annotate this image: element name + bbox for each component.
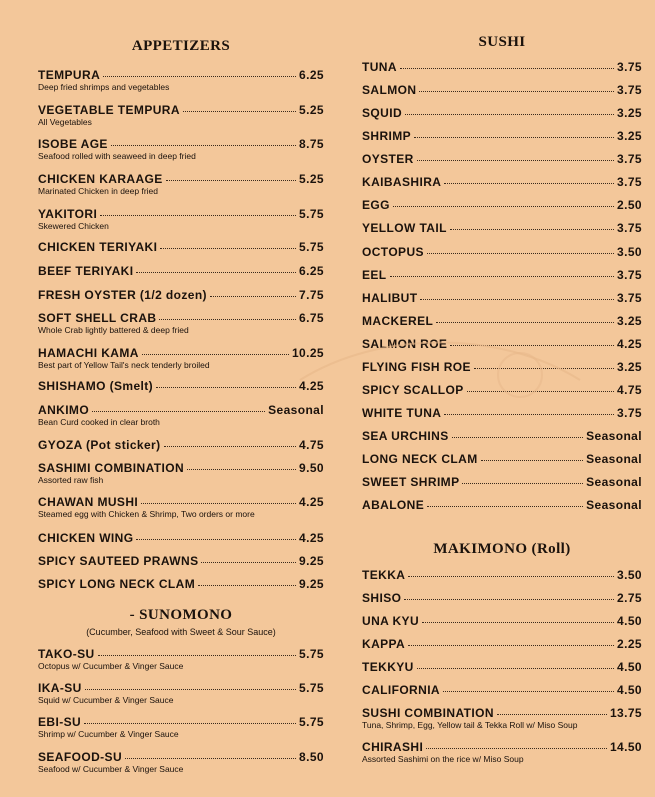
item-price: 4.50 — [617, 614, 642, 628]
item-price: 4.25 — [299, 495, 324, 509]
item-price: 14.50 — [609, 740, 642, 754]
item-price: Seasonal — [586, 475, 642, 489]
sunomono-item — [38, 715, 324, 739]
appetizer-item-line — [38, 379, 324, 393]
dot-leader — [187, 469, 296, 470]
dot-leader — [160, 248, 296, 249]
sushi-item-line — [362, 221, 642, 235]
dot-leader — [462, 483, 583, 484]
dot-leader — [408, 576, 614, 577]
item-description: Best part of Yellow Tail's neck tenderly broiled — [38, 360, 210, 370]
dot-leader — [427, 253, 614, 254]
item-name: YAKITORI — [38, 207, 98, 221]
sushi-item-line — [362, 198, 642, 212]
sushi-item-line — [362, 268, 642, 282]
item-price: Seasonal — [586, 498, 642, 512]
appetizer-item — [38, 554, 324, 568]
item-price: 4.75 — [299, 438, 324, 452]
item-price: 5.75 — [299, 647, 324, 661]
appetizer-item — [38, 288, 324, 302]
item-name: LONG NECK CLAM — [362, 452, 478, 466]
item-description: Octopus w/ Cucumber & Vinger Sauce — [38, 661, 184, 671]
item-price: 3.75 — [617, 221, 642, 235]
item-name: SEA URCHINS — [362, 429, 449, 443]
sushi-item — [362, 383, 642, 397]
sushi-item — [362, 152, 642, 166]
sushi-item — [362, 337, 642, 351]
dot-leader — [404, 599, 614, 600]
item-name: OYSTER — [362, 152, 414, 166]
item-name: ANKIMO — [38, 403, 90, 417]
item-name: CALIFORNIA — [362, 683, 440, 697]
makimono-item-line — [362, 740, 642, 754]
item-name: IKA-SU — [38, 681, 82, 695]
sushi-item — [362, 245, 642, 259]
sushi-item — [362, 268, 642, 282]
item-price: 3.25 — [617, 314, 642, 328]
makimono-item — [362, 591, 642, 605]
item-price: 10.25 — [291, 346, 324, 360]
item-name: EBI-SU — [38, 715, 82, 729]
makimono-item — [362, 683, 642, 697]
item-price: 8.75 — [299, 137, 324, 151]
makimono-title: MAKIMONO (Roll) — [433, 541, 571, 557]
dot-leader — [85, 689, 296, 690]
sushi-item-line — [362, 475, 642, 489]
item-price: 6.25 — [299, 68, 324, 82]
item-price: 4.25 — [299, 379, 324, 393]
item-price: 5.75 — [299, 240, 324, 254]
sushi-item — [362, 106, 642, 120]
item-name: SHISO — [362, 591, 402, 605]
item-name: SHISHAMO (Smelt) — [38, 379, 154, 393]
sunomono-item-line — [38, 647, 324, 661]
dot-leader — [420, 299, 614, 300]
item-name: MACKEREL — [362, 314, 434, 328]
makimono-item — [362, 660, 642, 674]
dot-leader — [405, 114, 614, 115]
dot-leader — [164, 446, 297, 447]
sushi-item — [362, 452, 642, 466]
dot-leader — [166, 180, 296, 181]
appetizer-item-line — [38, 495, 324, 509]
sushi-item-line — [362, 314, 642, 328]
sunomono-item — [38, 647, 324, 671]
sushi-title: SUSHI — [478, 34, 526, 50]
appetizer-item — [38, 137, 324, 161]
item-price: 4.50 — [617, 660, 642, 674]
item-description: Assorted Sashimi on the rice w/ Miso Soup — [362, 754, 524, 764]
item-name: WHITE TUNA — [362, 406, 442, 420]
dot-leader — [414, 137, 614, 138]
makimono-item-line — [362, 660, 642, 674]
item-price: 8.50 — [299, 750, 324, 764]
dot-leader — [450, 229, 614, 230]
appetizer-item-line — [38, 577, 324, 591]
item-price: 3.50 — [617, 245, 642, 259]
item-name: CHICKEN WING — [38, 531, 134, 545]
appetizer-item — [38, 346, 324, 370]
item-name: EEL — [362, 268, 387, 282]
item-price: 5.75 — [299, 715, 324, 729]
sushi-item — [362, 360, 642, 374]
sushi-item — [362, 221, 642, 235]
sushi-item — [362, 198, 642, 212]
item-price: 4.25 — [617, 337, 642, 351]
item-description: Marinated Chicken in deep fried — [38, 186, 159, 196]
dot-leader — [136, 539, 296, 540]
dot-leader — [422, 622, 614, 623]
dot-leader — [136, 272, 296, 273]
item-name: SPICY SAUTEED PRAWNS — [38, 554, 199, 568]
makimono-item — [362, 637, 642, 651]
appetizer-item — [38, 240, 324, 254]
sunomono-item-line — [38, 715, 324, 729]
sunomono-item — [38, 750, 324, 774]
dot-leader — [419, 91, 614, 92]
dot-leader — [393, 206, 614, 207]
item-name: HALIBUT — [362, 291, 418, 305]
appetizer-item — [38, 264, 324, 278]
item-name: FRESH OYSTER (1/2 dozen) — [38, 288, 207, 302]
item-price: 5.25 — [299, 172, 324, 186]
item-price: 3.75 — [617, 175, 642, 189]
sushi-item — [362, 60, 642, 74]
item-name: SOFT SHELL CRAB — [38, 311, 157, 325]
appetizer-item-line — [38, 207, 324, 221]
appetizer-item — [38, 461, 324, 485]
sushi-item-line — [362, 245, 642, 259]
item-price: Seasonal — [268, 403, 324, 417]
dot-leader — [159, 319, 296, 320]
item-name: SUSHI COMBINATION — [362, 706, 494, 720]
appetizer-item-line — [38, 240, 324, 254]
item-price: 3.75 — [617, 406, 642, 420]
makimono-item — [362, 706, 642, 730]
dot-leader — [426, 748, 607, 749]
appetizer-item-line — [38, 554, 324, 568]
item-name: SPICY LONG NECK CLAM — [38, 577, 196, 591]
item-name: TUNA — [362, 60, 397, 74]
dot-leader — [125, 758, 296, 759]
item-price: 9.50 — [299, 461, 324, 475]
appetizer-item — [38, 68, 324, 92]
sushi-item-line — [362, 152, 642, 166]
makimono-item-line — [362, 568, 642, 582]
appetizer-item-line — [38, 403, 324, 417]
item-description: Seafood rolled with seaweed in deep fried — [38, 151, 196, 161]
appetizer-item-line — [38, 103, 324, 117]
sunomono-item — [38, 681, 324, 705]
item-price: 6.75 — [299, 311, 324, 325]
item-description: All Vegetables — [38, 117, 92, 127]
sushi-item-line — [362, 383, 642, 397]
makimono-item-line — [362, 591, 642, 605]
item-price: 3.75 — [617, 291, 642, 305]
item-name: CHIRASHI — [362, 740, 424, 754]
dot-leader — [443, 691, 614, 692]
dot-leader — [141, 503, 296, 504]
sushi-item-line — [362, 83, 642, 97]
sushi-item — [362, 498, 642, 512]
item-name: EGG — [362, 198, 390, 212]
sushi-item — [362, 129, 642, 143]
makimono-item-line — [362, 637, 642, 651]
sushi-item-line — [362, 129, 642, 143]
item-description: Squid w/ Cucumber & Vinger Sauce — [38, 695, 174, 705]
appetizer-item-line — [38, 172, 324, 186]
item-price: 3.25 — [617, 129, 642, 143]
dot-leader — [497, 714, 607, 715]
item-price: 2.25 — [617, 637, 642, 651]
item-price: 6.25 — [299, 264, 324, 278]
sunomono-item-line — [38, 750, 324, 764]
sushi-item — [362, 83, 642, 97]
sushi-item-line — [362, 452, 642, 466]
appetizer-item — [38, 207, 324, 231]
dot-leader — [417, 668, 614, 669]
dot-leader — [427, 506, 583, 507]
item-name: SQUID — [362, 106, 403, 120]
dot-leader — [444, 183, 614, 184]
item-name: KAIBASHIRA — [362, 175, 442, 189]
item-price: 3.25 — [617, 106, 642, 120]
item-name: BEEF TERIYAKI — [38, 264, 134, 278]
item-price: Seasonal — [586, 452, 642, 466]
makimono-item-line — [362, 683, 642, 697]
item-price: 13.75 — [609, 706, 642, 720]
item-description: Bean Curd cooked in clear broth — [38, 417, 160, 427]
appetizer-item-line — [38, 68, 324, 82]
item-price: 7.75 — [299, 288, 324, 302]
item-price: 2.75 — [617, 591, 642, 605]
item-description: Tuna, Shrimp, Egg, Yellow tail & Tekka Roll w/ Miso Soup — [362, 720, 578, 730]
dot-leader — [142, 354, 289, 355]
sushi-item — [362, 314, 642, 328]
dot-leader — [481, 460, 584, 461]
appetizer-item — [38, 531, 324, 545]
dot-leader — [201, 562, 296, 563]
appetizers-title: APPETIZERS — [131, 38, 231, 54]
dot-leader — [156, 387, 296, 388]
item-price: 3.50 — [617, 568, 642, 582]
dot-leader — [417, 160, 614, 161]
appetizer-item — [38, 403, 324, 427]
item-price: 4.75 — [617, 383, 642, 397]
dot-leader — [474, 368, 614, 369]
dot-leader — [198, 585, 296, 586]
item-price: 3.75 — [617, 60, 642, 74]
item-price: 4.25 — [299, 531, 324, 545]
item-price: 5.75 — [299, 207, 324, 221]
dot-leader — [450, 345, 614, 346]
item-description: Deep fried shrimps and vegetables — [38, 82, 170, 92]
dot-leader — [92, 411, 265, 412]
sunomono-subtitle: (Cucumber, Seafood with Sweet & Sour Sauce) — [86, 627, 276, 637]
sushi-item-line — [362, 429, 642, 443]
sushi-item — [362, 475, 642, 489]
makimono-item — [362, 568, 642, 582]
item-name: SEAFOOD-SU — [38, 750, 123, 764]
item-name: YELLOW TAIL — [362, 221, 447, 235]
sushi-item-line — [362, 360, 642, 374]
dot-leader — [100, 215, 296, 216]
sushi-item-line — [362, 175, 642, 189]
item-price: 2.50 — [617, 198, 642, 212]
item-name: VEGETABLE TEMPURA — [38, 103, 180, 117]
item-description: Assorted raw fish — [38, 475, 104, 485]
item-name: SALMON — [362, 83, 417, 97]
dot-leader — [103, 76, 296, 77]
makimono-item-line — [362, 614, 642, 628]
appetizer-item — [38, 577, 324, 591]
sushi-item — [362, 429, 642, 443]
item-price: 9.25 — [299, 554, 324, 568]
item-name: HAMACHI KAMA — [38, 346, 139, 360]
item-description: Shrimp w/ Cucumber & Vinger Sauce — [38, 729, 179, 739]
item-price: 3.25 — [617, 360, 642, 374]
appetizer-item-line — [38, 264, 324, 278]
item-price: 5.25 — [299, 103, 324, 117]
makimono-item-line — [362, 706, 642, 720]
appetizer-item-line — [38, 311, 324, 325]
item-price: 9.25 — [299, 577, 324, 591]
dot-leader — [111, 145, 296, 146]
item-name: SASHIMI COMBINATION — [38, 461, 185, 475]
sushi-item-line — [362, 337, 642, 351]
item-price: 3.75 — [617, 152, 642, 166]
item-description: Steamed egg with Chicken & Shrimp, Two orders or more — [38, 509, 255, 519]
appetizer-item-line — [38, 288, 324, 302]
item-name: OCTOPUS — [362, 245, 424, 259]
appetizer-item — [38, 438, 324, 452]
appetizer-item-line — [38, 531, 324, 545]
item-description: Whole Crab lightly battered & deep fried — [38, 325, 189, 335]
item-name: SALMON ROE — [362, 337, 448, 351]
dot-leader — [98, 655, 296, 656]
sunomono-item-line — [38, 681, 324, 695]
dot-leader — [390, 276, 614, 277]
item-name: SWEET SHRIMP — [362, 475, 460, 489]
item-name: ISOBE AGE — [38, 137, 108, 151]
item-name: TAKO-SU — [38, 647, 95, 661]
appetizer-item-line — [38, 346, 324, 360]
sushi-item-line — [362, 498, 642, 512]
item-name: TEKKYU — [362, 660, 414, 674]
item-name: SPICY SCALLOP — [362, 383, 464, 397]
sushi-item — [362, 406, 642, 420]
item-name: TEKKA — [362, 568, 406, 582]
appetizer-item — [38, 495, 324, 519]
sushi-item-line — [362, 60, 642, 74]
dot-leader — [183, 111, 296, 112]
appetizer-item — [38, 311, 324, 335]
dot-leader — [467, 391, 614, 392]
dot-leader — [84, 723, 296, 724]
sushi-item — [362, 291, 642, 305]
sushi-item-line — [362, 291, 642, 305]
dot-leader — [444, 414, 614, 415]
appetizer-item — [38, 379, 324, 393]
appetizer-item — [38, 103, 324, 127]
item-name: CHICKEN TERIYAKI — [38, 240, 158, 254]
item-name: GYOZA (Pot sticker) — [38, 438, 161, 452]
item-name: KAPPA — [362, 637, 406, 651]
item-price: 3.75 — [617, 268, 642, 282]
item-name: CHAWAN MUSHI — [38, 495, 139, 509]
appetizer-item-line — [38, 461, 324, 475]
item-price: 4.50 — [617, 683, 642, 697]
dot-leader — [436, 322, 614, 323]
dot-leader — [400, 68, 614, 69]
makimono-item — [362, 740, 642, 764]
item-name: UNA KYU — [362, 614, 420, 628]
item-name: TEMPURA — [38, 68, 101, 82]
item-name: CHICKEN KARAAGE — [38, 172, 163, 186]
appetizer-item-line — [38, 438, 324, 452]
sushi-item-line — [362, 106, 642, 120]
item-price: 5.75 — [299, 681, 324, 695]
sunomono-title: - SUNOMONO — [129, 607, 233, 623]
appetizer-item — [38, 172, 324, 196]
dot-leader — [452, 437, 583, 438]
item-price: 3.75 — [617, 83, 642, 97]
sushi-item-line — [362, 406, 642, 420]
item-name: ABALONE — [362, 498, 425, 512]
item-name: FLYING FISH ROE — [362, 360, 471, 374]
appetizer-item-line — [38, 137, 324, 151]
item-description: Skewered Chicken — [38, 221, 109, 231]
dot-leader — [408, 645, 614, 646]
item-name: SHRIMP — [362, 129, 412, 143]
item-price: Seasonal — [586, 429, 642, 443]
makimono-item — [362, 614, 642, 628]
item-description: Seafood w/ Cucumber & Vinger Sauce — [38, 764, 184, 774]
dot-leader — [210, 296, 296, 297]
sushi-item — [362, 175, 642, 189]
